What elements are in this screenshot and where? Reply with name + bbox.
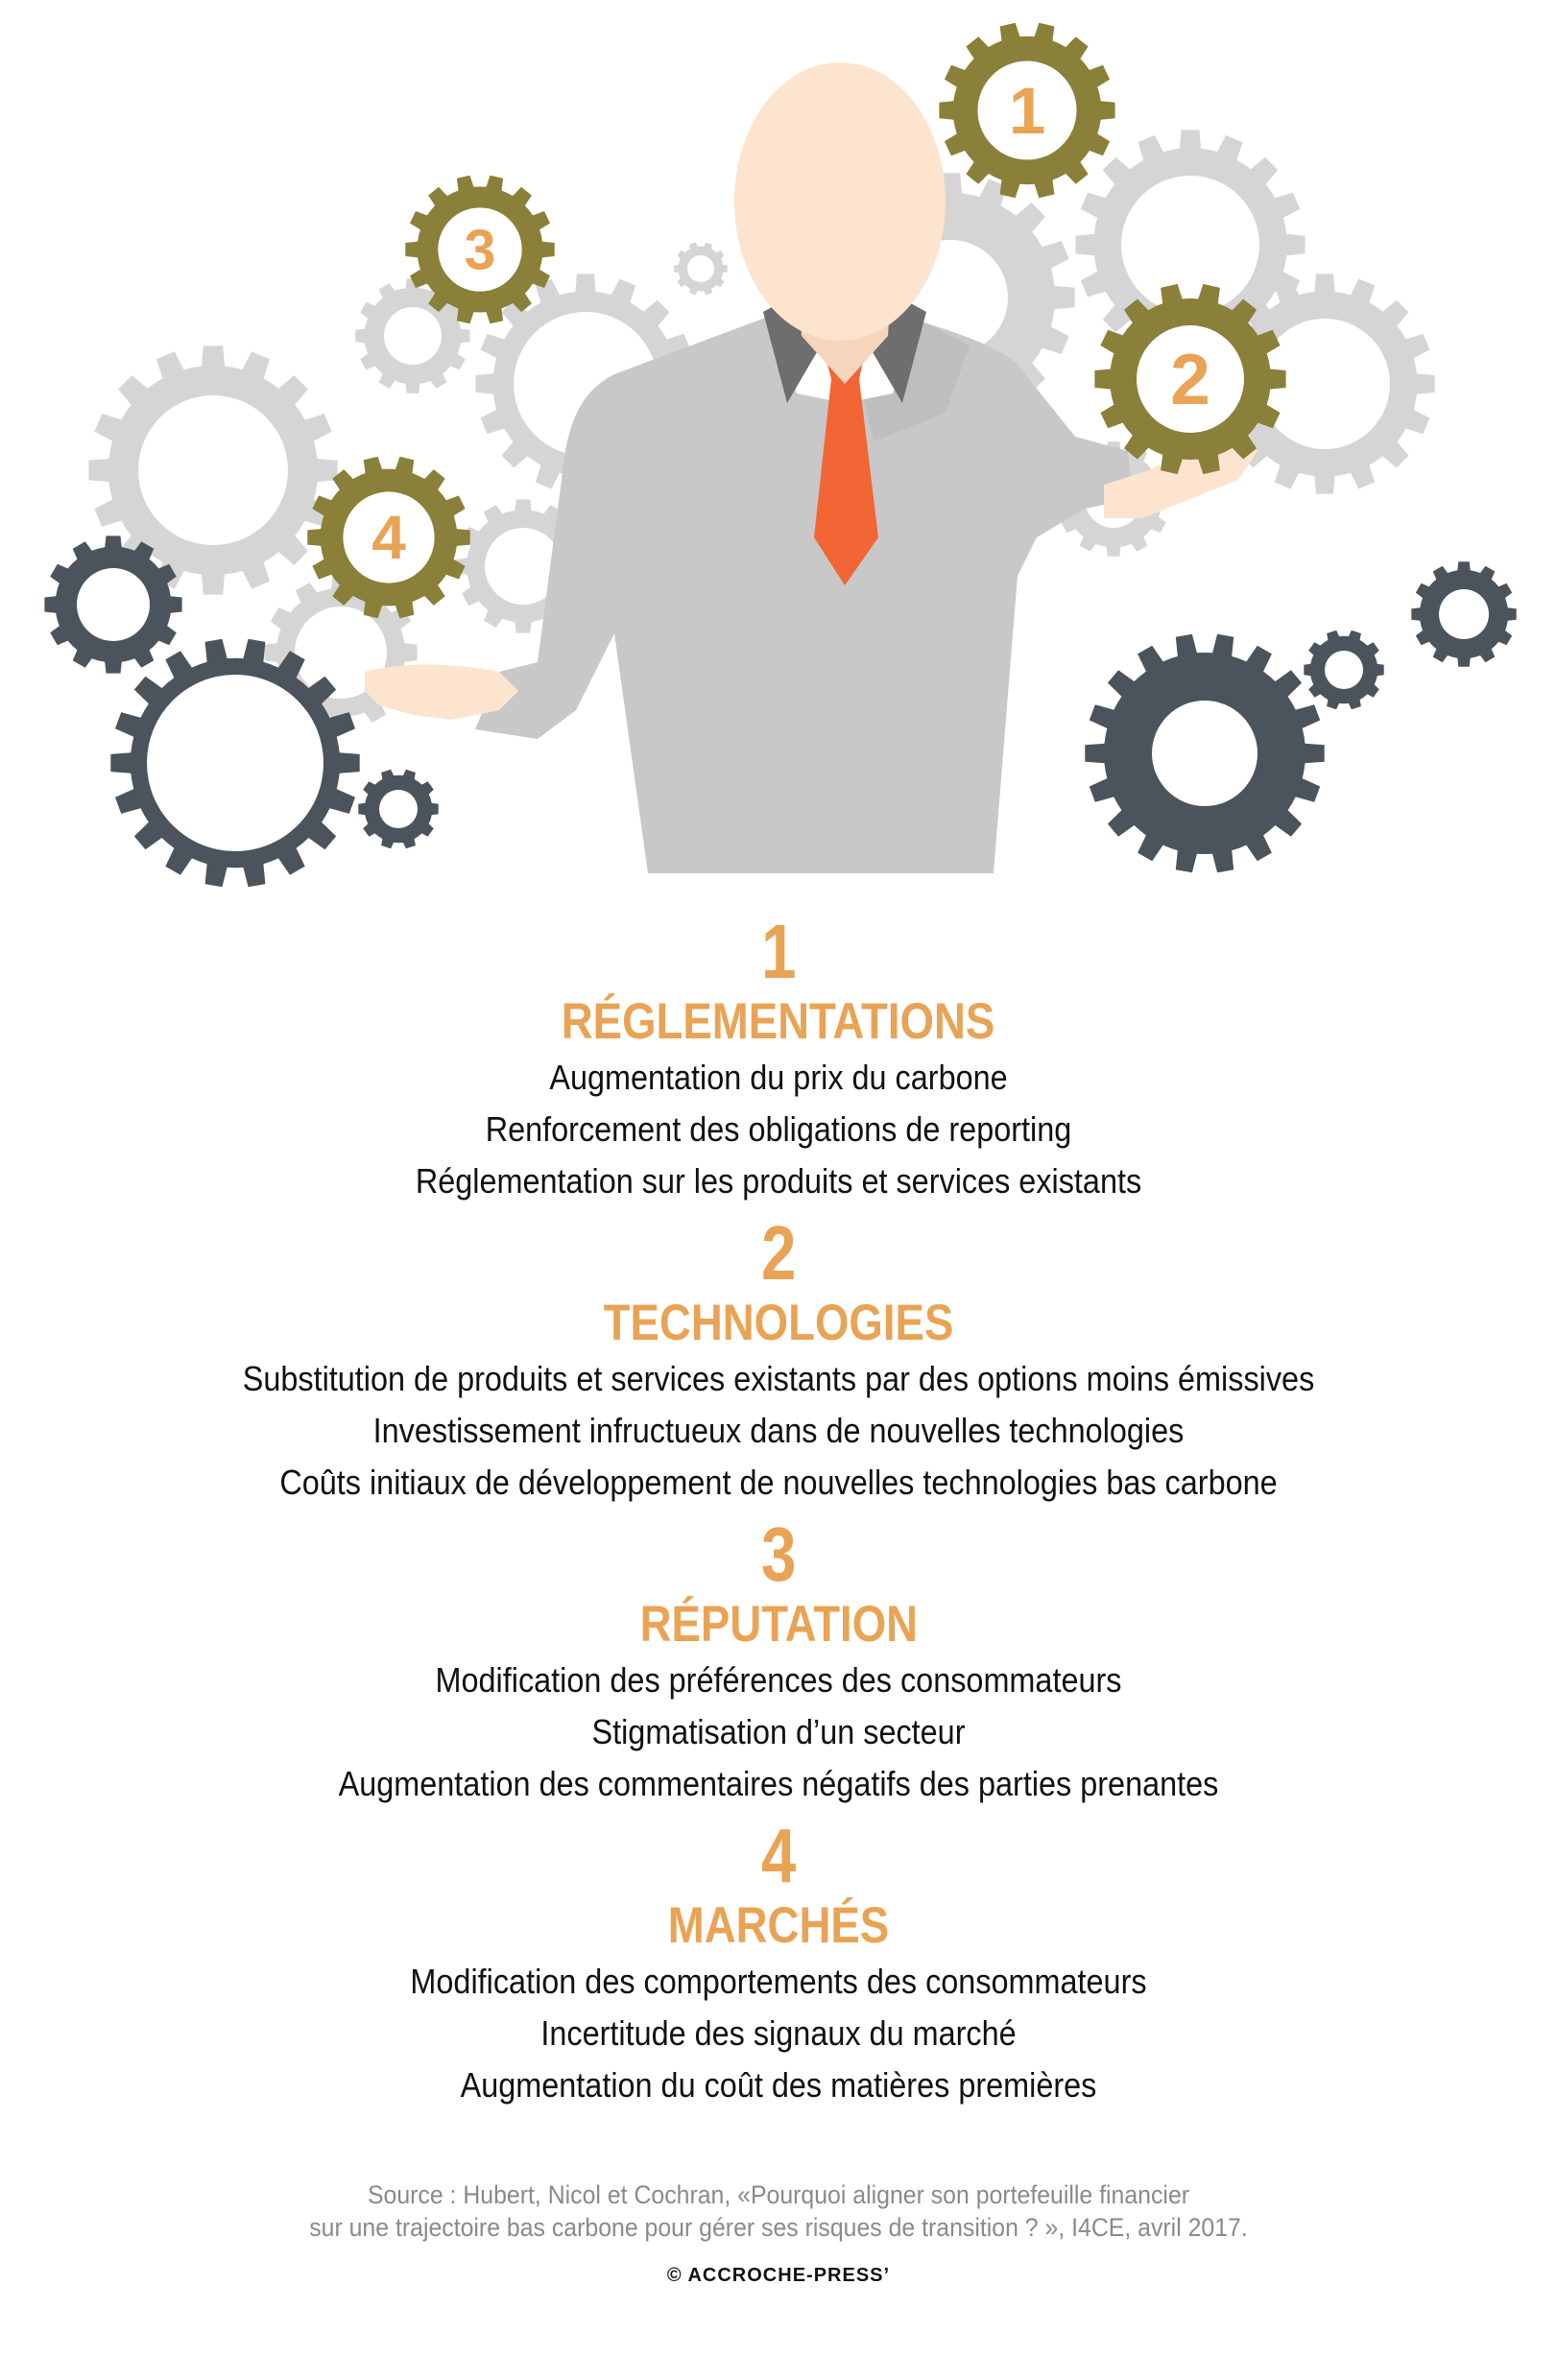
head — [734, 62, 946, 341]
section-title: RÉPUTATION — [639, 1596, 918, 1653]
risk-section — [0, 1210, 1557, 1509]
section-line: Incertitude des signaux du marché — [540, 2013, 1017, 2053]
gears-businessman-illustration — [0, 0, 1557, 892]
section-number: 1 — [760, 909, 797, 994]
section-line: Coûts initiaux de développement de nouvelles technologies bas carbone — [279, 1463, 1278, 1502]
section-line: Modification des préférences des consommateurs — [435, 1660, 1122, 1700]
source-citation — [0, 2178, 1557, 2244]
section-line: Stigmatisation d’un secteur — [591, 1712, 966, 1751]
risk-section — [0, 909, 1557, 1207]
section-title: RÉGLEMENTATIONS — [562, 993, 995, 1050]
section-number: 2 — [760, 1210, 797, 1296]
gear-badge-number: 2 — [1170, 339, 1210, 419]
gear-badge-number: 3 — [464, 218, 496, 282]
risk-sections — [0, 909, 1557, 2117]
section-line: Augmentation du coût des matières premières — [460, 2065, 1097, 2105]
gear-icon — [1085, 634, 1324, 873]
copyright: © ACCROCHE-PRESS’ — [666, 2265, 891, 2286]
section-number: 3 — [760, 1511, 797, 1597]
section-line: Réglementation sur les produits et services existants — [415, 1161, 1142, 1201]
gear-icon — [1304, 631, 1383, 710]
source-line-2: sur une trajectoire bas carbone pour gérer ses risques de transition ? », I4CE, avril 2017. — [309, 2213, 1248, 2242]
section-title: TECHNOLOGIES — [603, 1295, 954, 1351]
section-line: Renforcement des obligations de reporting — [485, 1109, 1072, 1149]
section-line: Modification des comportements des consommateurs — [410, 1962, 1147, 2001]
gear-icon — [358, 770, 438, 849]
source-line-1: Source : Hubert, Nicol et Cochran, «Pourquoi aligner son portefeuille financier — [367, 2180, 1190, 2209]
gear-icon — [1411, 561, 1516, 666]
section-title: MARCHÉS — [667, 1897, 890, 1954]
gear-badge-number: 4 — [371, 503, 406, 573]
section-number: 4 — [760, 1813, 797, 1898]
risk-section — [0, 1511, 1557, 1810]
risk-section — [0, 1813, 1557, 2111]
section-line: Substitution de produits et services existants par des options moins émissives — [242, 1359, 1315, 1398]
section-line: Augmentation des commentaires négatifs des parties prenantes — [338, 1764, 1219, 1803]
section-line: Augmentation du prix du carbone — [549, 1058, 1008, 1097]
gear-icon — [674, 243, 728, 296]
gear-badge-number: 1 — [1008, 73, 1046, 148]
section-line: Investissement infructueux dans de nouvelles technologies — [372, 1411, 1185, 1450]
